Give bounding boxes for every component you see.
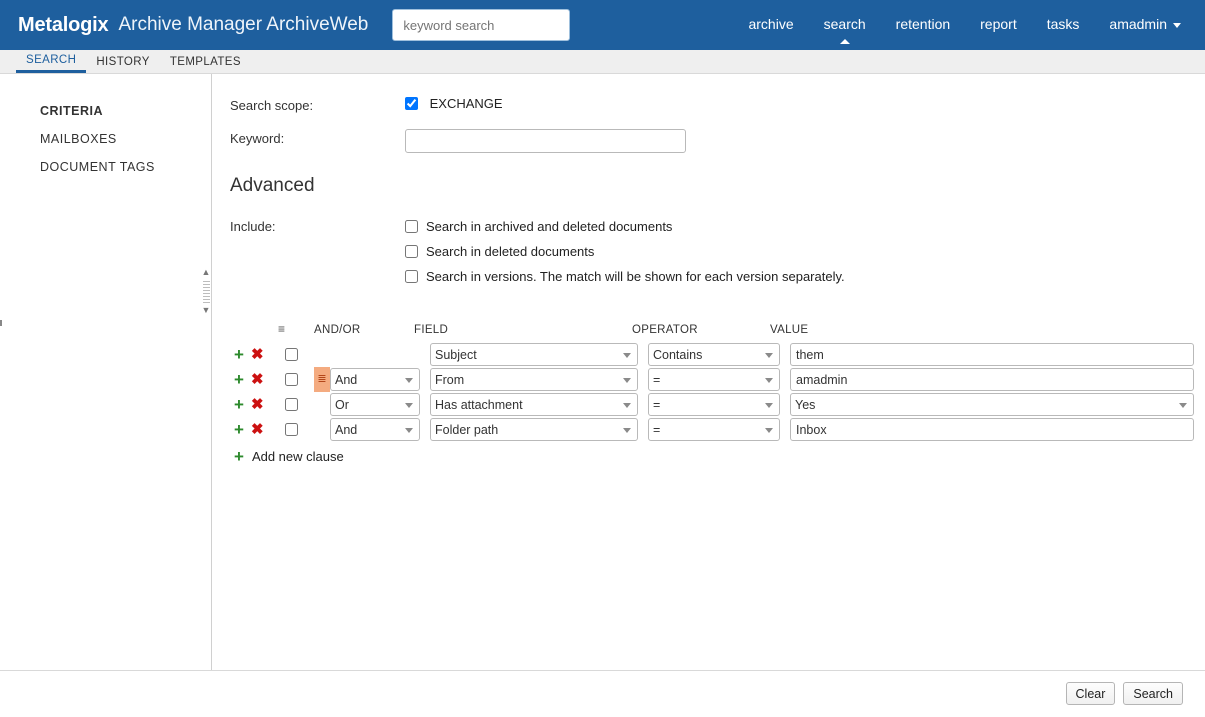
splitter-grip-icon (203, 281, 210, 303)
drag-handle-active[interactable] (314, 367, 330, 392)
field-select[interactable] (430, 418, 638, 441)
include-row (230, 217, 1205, 294)
content-area (0, 74, 1205, 670)
value-input[interactable] (790, 368, 1194, 391)
app-title: Archive Manager ArchiveWeb (118, 14, 369, 35)
include-label: Include: (230, 219, 276, 234)
tab-history[interactable]: HISTORY (96, 55, 150, 68)
plus-icon: + (234, 447, 244, 466)
field-cell[interactable] (430, 393, 638, 416)
table-row (230, 417, 1205, 442)
row-checkbox[interactable] (285, 423, 298, 436)
search-scope-label: Search scope: (230, 98, 314, 113)
search-scope-row (230, 96, 1205, 113)
field-select[interactable] (430, 368, 638, 391)
sidebar (0, 74, 212, 670)
field-cell[interactable] (430, 343, 638, 366)
user-menu-label: amadmin (1109, 16, 1167, 32)
keyword-label: Keyword: (230, 131, 285, 146)
value-input[interactable] (790, 343, 1194, 366)
andor-select[interactable] (330, 368, 420, 391)
nav-item-user-menu[interactable] (1109, 16, 1181, 34)
row-actions (230, 371, 278, 388)
top-header-bar (0, 0, 1205, 50)
operator-cell[interactable] (648, 393, 780, 416)
add-row-icon[interactable]: + (234, 395, 244, 414)
include-option-versions[interactable] (405, 269, 845, 284)
include-archived-deleted-label: Search in archived and deleted documents (426, 219, 673, 234)
row-select-cell[interactable] (278, 423, 314, 436)
brand-logo: Metalogix (18, 13, 109, 36)
nav-item-search[interactable]: search (823, 16, 866, 32)
andor-cell[interactable] (330, 393, 430, 416)
row-drag-handle[interactable] (314, 342, 330, 367)
include-options (405, 219, 845, 294)
clause-grid-header (230, 322, 1205, 336)
andor-cell[interactable] (330, 368, 430, 391)
select-all-header[interactable] (278, 322, 314, 336)
row-select-cell[interactable] (278, 398, 314, 411)
field-cell[interactable] (430, 368, 638, 391)
operator-select[interactable] (648, 343, 780, 366)
add-row-icon[interactable]: + (234, 370, 244, 389)
operator-cell[interactable] (648, 418, 780, 441)
andor-select[interactable] (330, 393, 420, 416)
include-deleted-label: Search in deleted documents (426, 244, 595, 259)
sidebar-item-mailboxes[interactable]: MAILBOXES (40, 132, 117, 146)
field-cell[interactable] (430, 418, 638, 441)
search-button[interactable]: Search (1123, 682, 1183, 705)
nav-item-tasks[interactable]: tasks (1046, 16, 1080, 32)
keyword-row (230, 129, 1205, 153)
splitter-down-arrow[interactable]: ▼ (201, 305, 211, 315)
row-actions (230, 421, 278, 438)
add-new-clause-button[interactable] (230, 448, 1205, 465)
window-edge-marker (0, 320, 2, 326)
global-search-input[interactable] (392, 9, 570, 41)
table-row (230, 367, 1205, 392)
operator-cell[interactable] (648, 368, 780, 391)
exchange-checkbox[interactable] (405, 97, 418, 110)
include-versions-checkbox[interactable] (405, 270, 418, 283)
add-new-clause-label: Add new clause (251, 449, 344, 464)
footer-bar (0, 670, 1205, 716)
include-deleted-checkbox[interactable] (405, 245, 418, 258)
add-row-icon[interactable]: + (234, 345, 244, 364)
value-cell[interactable] (790, 393, 1194, 416)
sub-tab-bar (0, 50, 1205, 74)
row-drag-handle[interactable] (314, 392, 330, 417)
operator-select[interactable] (648, 393, 780, 416)
include-archived-deleted-checkbox[interactable] (405, 220, 418, 233)
table-row (230, 392, 1205, 417)
header-field: FIELD (414, 324, 449, 336)
include-option-deleted[interactable] (405, 244, 845, 259)
header-operator: OPERATOR (632, 324, 698, 336)
sidebar-item-document-tags[interactable]: DOCUMENT TAGS (40, 160, 155, 174)
andor-cell[interactable] (330, 418, 430, 441)
delete-row-icon[interactable]: ✖ (250, 346, 264, 363)
row-select-cell[interactable] (278, 373, 314, 386)
tab-templates[interactable]: TEMPLATES (169, 55, 241, 68)
row-checkbox[interactable] (285, 348, 298, 361)
delete-row-icon[interactable]: ✖ (250, 371, 264, 388)
advanced-section-title: Advanced (230, 175, 315, 196)
row-select-cell[interactable] (278, 348, 314, 361)
delete-row-icon[interactable]: ✖ (250, 421, 264, 438)
add-row-icon[interactable]: + (234, 420, 244, 439)
value-select[interactable] (790, 393, 1194, 416)
clause-grid (230, 322, 1205, 465)
nav-item-retention[interactable]: retention (895, 16, 951, 32)
include-versions-label: Search in versions. The match will be shown for each version separately. (426, 269, 845, 284)
exchange-label: EXCHANGE (429, 96, 503, 111)
row-checkbox[interactable] (285, 398, 298, 411)
header-andor: AND/OR (314, 324, 361, 336)
main-panel (212, 74, 1205, 670)
row-actions (230, 396, 278, 413)
clear-button[interactable]: Clear (1066, 682, 1116, 705)
field-select[interactable] (430, 393, 638, 416)
row-drag-handle[interactable] (314, 367, 330, 392)
sidebar-item-criteria[interactable]: CRITERIA (40, 104, 104, 118)
delete-row-icon[interactable]: ✖ (250, 396, 264, 413)
row-drag-handle[interactable] (314, 417, 330, 442)
row-actions (230, 346, 278, 363)
panel-splitter-handle[interactable] (200, 264, 212, 320)
search-scope-option[interactable] (405, 96, 503, 111)
nav-item-archive[interactable]: archive (748, 16, 794, 32)
table-row (230, 342, 1205, 367)
nav-item-report[interactable]: report (980, 16, 1017, 32)
include-option-archived-deleted[interactable] (405, 219, 845, 234)
operator-select[interactable] (648, 418, 780, 441)
row-checkbox[interactable] (285, 373, 298, 386)
splitter-up-arrow[interactable]: ▲ (201, 267, 211, 278)
tab-search[interactable]: SEARCH (16, 50, 86, 73)
operator-cell[interactable] (648, 343, 780, 366)
drag-handle-icon: ≣ (317, 373, 327, 385)
keyword-input[interactable] (405, 129, 686, 153)
operator-select[interactable] (648, 368, 780, 391)
value-input[interactable] (790, 418, 1194, 441)
header-value: VALUE (770, 324, 809, 336)
andor-select[interactable] (330, 418, 420, 441)
field-select[interactable] (430, 343, 638, 366)
list-icon: ≡ (278, 322, 286, 336)
top-navigation (748, 16, 1187, 34)
chevron-down-icon (1173, 23, 1181, 28)
